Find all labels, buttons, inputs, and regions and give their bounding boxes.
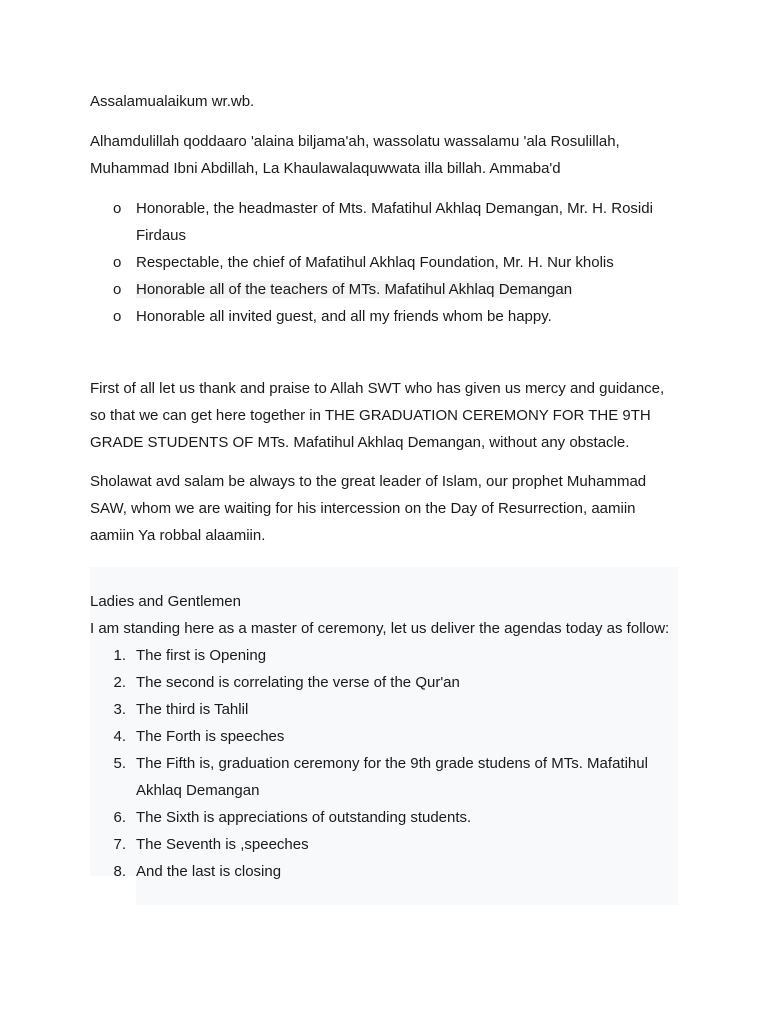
list-item-text: Respectable, the chief of Mafatihul Akhlaq Foundation, Mr. H. Nur kholis <box>136 254 614 271</box>
agenda-number: 2. <box>113 674 126 691</box>
agenda-list <box>90 642 660 885</box>
agenda-number: 7. <box>113 836 126 853</box>
agenda-item <box>90 723 660 750</box>
agenda-text: The Forth is speeches <box>136 728 285 745</box>
agenda-item <box>90 858 660 885</box>
honorifics-list <box>90 195 680 330</box>
sholawat-paragraph: Sholawat avd salam be always to the great leader of Islam, our prophet Muhammad SAW, whom we are waiting for his intercession on the Day of Resurrection, aamiin aamiin Ya robbal alaamiin. <box>90 473 647 544</box>
address-line: Ladies and Gentlemen <box>90 593 241 610</box>
list-item <box>90 249 680 276</box>
agenda-text: The Seventh is ,speeches <box>136 836 309 853</box>
list-item <box>90 303 680 330</box>
agenda-text: The third is Tahlil <box>136 701 249 718</box>
agenda-item <box>90 669 660 696</box>
list-item <box>90 276 680 303</box>
agenda-number: 6. <box>113 809 126 826</box>
agenda-item <box>90 831 660 858</box>
agenda-item <box>90 696 660 723</box>
agenda-text: The first is Opening <box>136 647 267 664</box>
greeting: Assalamualaikum wr.wb. <box>90 93 255 110</box>
agenda-text: The Fifth is, graduation ceremony for the 9th grade studens of MTs. Mafatihul Akhlaq Demangan <box>136 755 648 799</box>
agenda-text: The second is correlating the verse of the Qur'an <box>136 674 460 691</box>
agenda-text: The Sixth is appreciations of outstanding students. <box>136 809 472 826</box>
thanks-paragraph: First of all let us thank and praise to Allah SWT who has given us mercy and guidance, so that we can get here together in THE GRADUATION CEREMONY FOR THE 9TH GRADE STUDENTS OF MTs. Mafatihul Akhlaq Demangan, without any obstacle. <box>90 380 665 451</box>
list-item <box>90 195 680 249</box>
agenda-item <box>90 750 660 804</box>
agenda-number: 5. <box>113 755 126 772</box>
list-item-text: Honorable, the headmaster of Mts. Mafatihul Akhlaq Demangan, Mr. H. Rosidi Firdaus <box>136 200 653 244</box>
agenda-intro: I am standing here as a master of ceremony, let us deliver the agendas today as follow: <box>90 620 670 637</box>
agenda-number: 3. <box>113 701 126 718</box>
opening-paragraph: Alhamdulillah qoddaaro 'alaina biljama'ah, wassolatu wassalamu 'ala Rosulillah, Muhammad Ibni Abdillah, La Khaulawalaquwwata illa billah. Ammaba'd <box>90 133 620 177</box>
agenda-number: 8. <box>113 863 126 880</box>
agenda-text: And the last is closing <box>136 863 282 880</box>
list-item-text: Honorable all invited guest, and all my friends whom be happy. <box>136 308 552 325</box>
agenda-number: 4. <box>113 728 126 745</box>
agenda-item <box>90 642 660 669</box>
agenda-number: 1. <box>113 647 126 664</box>
agenda-item <box>90 804 660 831</box>
list-item-text: Honorable all of the teachers of MTs. Mafatihul Akhlaq Demangan <box>136 281 573 298</box>
